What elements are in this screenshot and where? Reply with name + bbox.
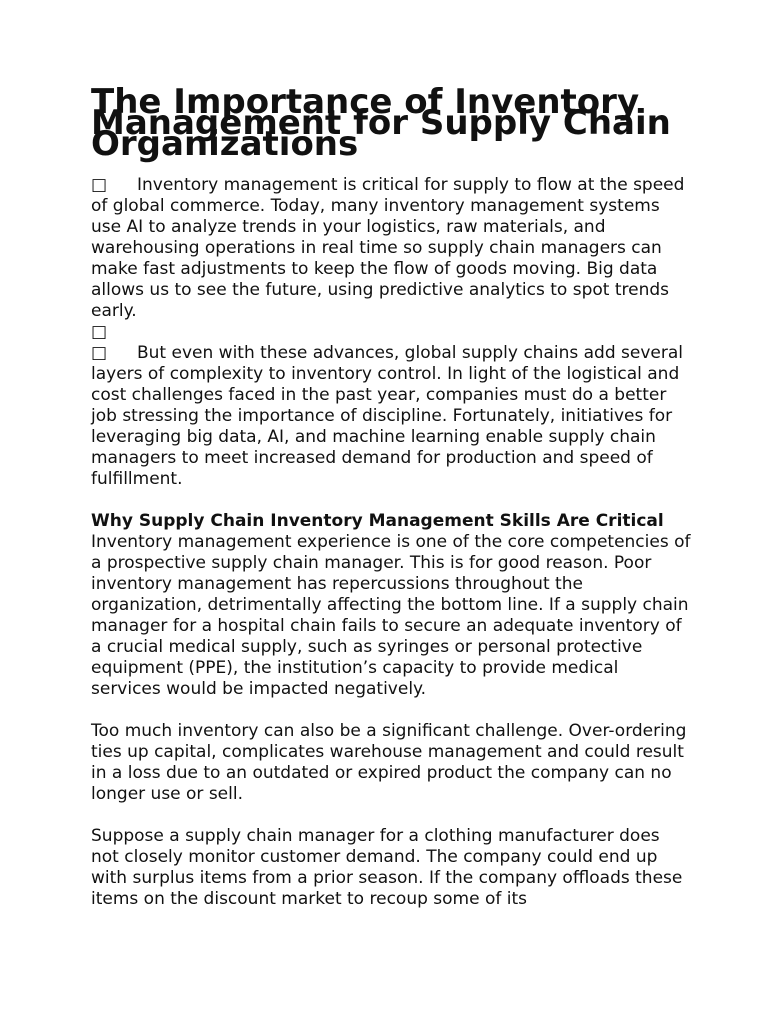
body-paragraph-3: Suppose a supply chain manager for a clothing manufacturer does not closely monitor customer demand. The company could end up with surplus items from a prior season. If the company offloads these items on the discount market to recoup some of its: [91, 826, 683, 909]
spacer: [91, 490, 691, 511]
bullet-paragraph-2: [91, 322, 691, 343]
bullet-box-icon: □: [91, 175, 108, 195]
document-title: The Importance of Inventory Management for Supply Chain Organizations: [91, 82, 671, 164]
bullet-text: But even with these advances, global supply chains add several layers of complexity to inventory control. In light of the logistical and cost challenges faced in the past year, companies must do a better job stressing the importance of discipline. Fortunately, initiatives for leveraging big data, AI, and machine learning enable supply chain managers to meet increased demand for production and speed of fulfillment.: [91, 343, 684, 489]
document-page: [91, 82, 691, 910]
spacer: [91, 805, 691, 826]
section-heading: Why Supply Chain Inventory Management Skills Are Critical: [91, 511, 664, 531]
spacer: [91, 700, 691, 721]
bullet-paragraph-3: [91, 343, 691, 490]
body-paragraph-1: Inventory management experience is one of the core competencies of a prospective supply chain manager. This is for good reason. Poor inventory management has repercussions throughout the organization, detrimentally affecting the bottom line. If a supply chain manager for a hospital chain fails to secure an adequate inventory of a crucial medical supply, such as syringes or personal protective equipment (PPE), the institution’s capacity to provide medical services would be impacted negatively.: [91, 532, 691, 699]
bullet-box-icon: □: [91, 322, 108, 342]
body-paragraph-2: Too much inventory can also be a significant challenge. Over-ordering ties up capital, complicates warehouse management and could result in a loss due to an outdated or expired product the company can no longer use or sell.: [91, 721, 687, 804]
bullet-text: Inventory management is critical for supply to flow at the speed of global commerce. Today, many inventory management systems use AI to analyze trends in your logistics, raw materials, and warehousing operations in real time so supply chain managers can make fast adjustments to keep the flow of goods moving. Big data allows us to see the future, using predictive analytics to spot trends early.: [91, 175, 685, 321]
bullet-box-icon: □: [91, 343, 108, 363]
bullet-paragraph-1: [91, 175, 691, 322]
